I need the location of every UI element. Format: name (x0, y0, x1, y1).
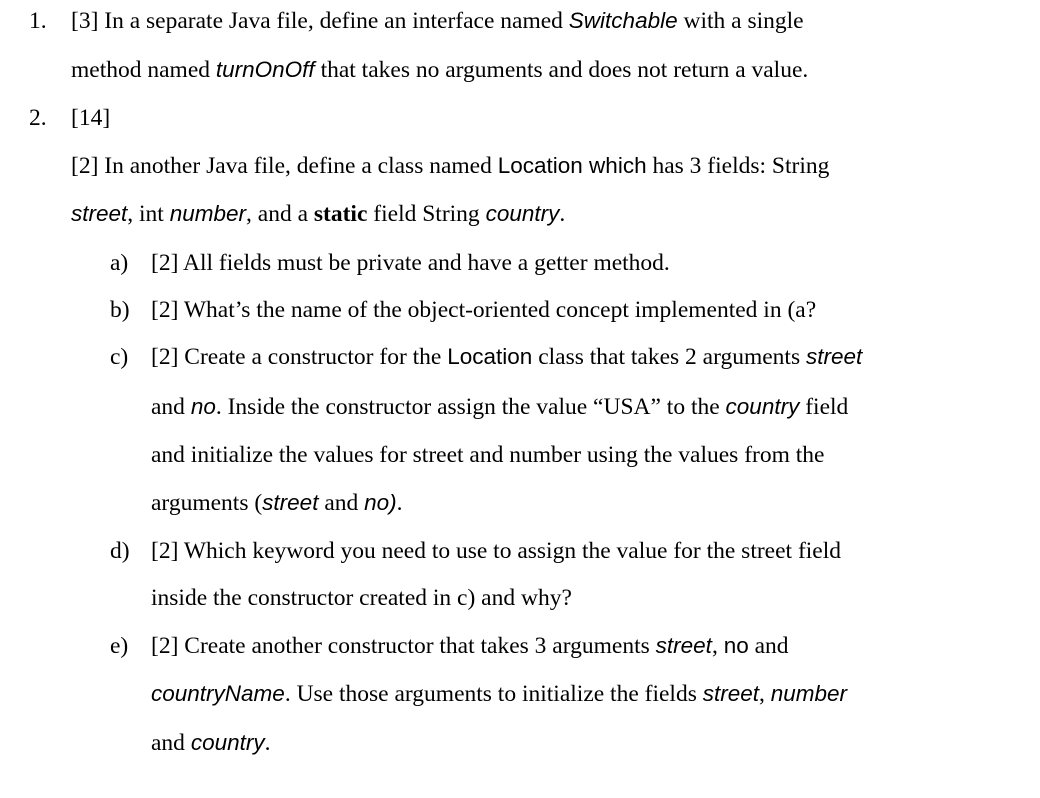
subquestion-d-label: d) (110, 538, 130, 564)
q2-line-2: street, int number, and a static field String country. (71, 201, 566, 227)
subquestion-d-line-2: inside the constructor created in c) and why? (151, 585, 572, 611)
subquestion-b-text: [2] What’s the name of the object-oriented concept implemented in (a? (151, 297, 817, 323)
q2-number: 2. (29, 105, 47, 131)
subquestion-c-line-2: and no. Inside the constructor assign the value “USA” to the country field (151, 394, 849, 420)
subquestion-e-line-3: and country. (151, 730, 271, 756)
subquestion-e-label: e) (110, 633, 129, 659)
method-name: turnOnOff (215, 57, 315, 82)
q1-line-2: method named turnOnOff that takes no arguments and does not return a value. (71, 57, 809, 83)
interface-name: Switchable (568, 8, 678, 33)
subquestion-c-line-3: and initialize the values for street and number using the values from the (151, 442, 825, 468)
static-keyword: static (313, 201, 368, 227)
q1-number: 1. (29, 8, 47, 34)
subquestion-a-text: [2] All fields must be private and have a getter method. (151, 250, 670, 276)
subquestion-e-line-2: countryName. Use those arguments to initialize the fields street, number (151, 681, 848, 707)
subquestion-d-line-1: [2] Which keyword you need to use to assign the value for the street field (151, 538, 842, 564)
subquestion-a-label: a) (110, 250, 129, 276)
q2-points: [14] (71, 105, 111, 131)
q2-line-1: [2] In another Java file, define a class named Location which has 3 fields: String (71, 153, 830, 179)
q1-line-1: [3] In a separate Java file, define an interface named Switchable with a single (71, 8, 804, 34)
class-name: Location which (497, 153, 647, 178)
subquestion-c-label: c) (110, 344, 129, 370)
subquestion-c-line-1: [2] Create a constructor for the Location class that takes 2 arguments street (151, 344, 863, 370)
subquestion-c-line-4: arguments (street and no). (151, 490, 403, 516)
subquestion-e-line-1: [2] Create another constructor that takes 3 arguments street, no and (151, 633, 789, 659)
subquestion-b-label: b) (110, 297, 130, 323)
